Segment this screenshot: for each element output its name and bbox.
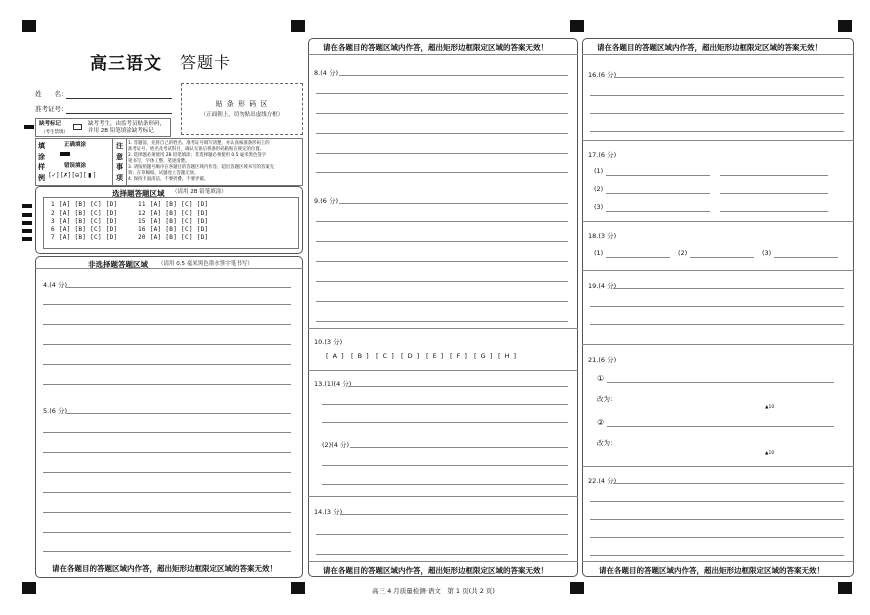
- choice-row-q12[interactable]: 12 [A] [B] [C] [D]: [138, 210, 209, 217]
- choice-row-q1[interactable]: 1 [A] [B] [C] [D]: [51, 201, 118, 208]
- answer-line[interactable]: [316, 321, 568, 322]
- choice-row-q2[interactable]: 2 [A] [B] [C] [D]: [51, 210, 118, 217]
- absent-sub: （考生禁填）: [41, 130, 68, 135]
- answer-line[interactable]: [614, 77, 844, 78]
- q19-label: 19.(4 分): [588, 282, 617, 290]
- warning-text: 请在各题目的答题区域内作答，超出矩形边框限定区域的答案无效！: [599, 566, 824, 575]
- q10-option-f[interactable]: [ F ]: [450, 352, 468, 360]
- answer-line[interactable]: [43, 344, 291, 345]
- q21-label: 21.(6 分): [588, 356, 617, 364]
- ticket-input[interactable]: [66, 113, 172, 114]
- ticket-label: 准考证号：: [35, 105, 68, 113]
- answer-line[interactable]: [43, 492, 291, 493]
- fill-example-side: 填 涂 样 例: [38, 142, 45, 182]
- q17-item-3: (3): [594, 203, 604, 211]
- q10-option-h[interactable]: [ H ]: [498, 352, 518, 360]
- answer-line[interactable]: [43, 452, 291, 453]
- answer-line[interactable]: [316, 534, 568, 535]
- q16-label: 16.(6 分): [588, 71, 617, 79]
- answer-line[interactable]: [340, 514, 568, 515]
- answer-line[interactable]: [774, 257, 838, 258]
- q5-label: 5.(6 分): [43, 407, 67, 415]
- exam-title: 高三语文: [90, 54, 162, 74]
- q18-item-2: (2): [678, 249, 688, 257]
- answer-line[interactable]: [590, 131, 844, 132]
- choice-row-q7[interactable]: 7 [A] [B] [C] [D]: [51, 234, 118, 241]
- q13-2-label: (2)(4 分): [322, 441, 349, 449]
- answer-line[interactable]: [316, 301, 568, 302]
- answer-line[interactable]: [43, 472, 291, 473]
- answer-line[interactable]: [316, 221, 568, 222]
- answer-line[interactable]: [339, 203, 568, 204]
- absent-box: [35, 118, 171, 137]
- answer-line[interactable]: [606, 175, 710, 176]
- answer-line[interactable]: [590, 113, 844, 114]
- q9-label: 9.(6 分): [314, 197, 338, 205]
- answer-line[interactable]: [590, 519, 844, 520]
- name-label: 姓 名：: [35, 90, 68, 98]
- answer-line[interactable]: [43, 532, 291, 533]
- q21-change-2: 改为：: [597, 439, 617, 447]
- barcode-title: 贴 条 形 码 区: [215, 100, 269, 108]
- instructions-box: [35, 138, 303, 186]
- q17-label: 17.(6 分): [588, 151, 617, 159]
- answer-line[interactable]: [43, 512, 291, 513]
- absent-checkbox[interactable]: [73, 124, 82, 130]
- timing-mark: [22, 213, 32, 217]
- choice-row-q16[interactable]: 16 [A] [B] [C] [D]: [138, 226, 209, 233]
- timing-mark: [291, 20, 305, 32]
- answer-line[interactable]: [316, 113, 568, 114]
- q10-option-a[interactable]: [ A ]: [326, 352, 345, 360]
- answer-line[interactable]: [720, 175, 828, 176]
- warning-text: 请在各题目的答题区域内作答，超出矩形边框限定区域的答案无效！: [323, 43, 548, 52]
- timing-mark: [22, 221, 32, 225]
- page-footer: 高三 4 月质量检测·语文 第 1 页(共 2 页): [372, 587, 495, 595]
- name-input[interactable]: [66, 98, 172, 99]
- q10-option-g[interactable]: [ G ]: [474, 352, 494, 360]
- answer-line[interactable]: [720, 211, 828, 212]
- q17-item-2: (2): [594, 185, 604, 193]
- answer-line[interactable]: [348, 386, 568, 387]
- q10-option-e[interactable]: [ E ]: [426, 352, 445, 360]
- answer-line[interactable]: [316, 93, 568, 94]
- q22-label: 22.(4 分): [588, 477, 617, 485]
- timing-mark: [291, 582, 305, 594]
- answer-line[interactable]: [43, 432, 291, 433]
- answer-line[interactable]: [43, 551, 291, 552]
- q21-word-count-1: ▲10: [765, 405, 775, 410]
- timing-mark: [22, 204, 32, 208]
- notes-text: 1. 答题前，先将自己的姓名、准考证号填写清楚，并认真核准条形码上的 准考证号、姓名及考试科目，确认无误后将条形码粘贴在规定的位置。 2. 选择题必须使用 2B 铅笔填涂；非选择题必须使用 0.5 毫米黑色签字 笔书写，字体工整、笔迹清楚。 3. 请按照题号顺序在各题目的答题区域内作答，超出答题区域书写的答案无 效；在草稿纸、试题卷上答题无效。 4. 保持卡面清洁，不要折叠、不要弄破。: [128, 141, 275, 182]
- answer-line[interactable]: [322, 404, 568, 405]
- q10-option-c[interactable]: [ C ]: [376, 352, 395, 360]
- exam-subtitle: 答题卡: [180, 53, 232, 72]
- answer-line[interactable]: [316, 241, 568, 242]
- correct-label: 正确填涂: [64, 142, 87, 148]
- answer-line[interactable]: [613, 288, 844, 289]
- warning-text: 请在各题目的答题区域内作答，超出矩形边框限定区域的答案无效！: [597, 43, 822, 52]
- answer-line[interactable]: [590, 537, 844, 538]
- choice-title: 选择题答题区域: [112, 189, 165, 198]
- wrong-marks: [✓] [✗] [⊖] [ ▮ ]: [49, 172, 96, 179]
- answer-line[interactable]: [43, 384, 291, 385]
- answer-line[interactable]: [316, 133, 568, 134]
- choice-note: （请用 2B 铅笔填涂）: [172, 189, 227, 195]
- timing-mark: [570, 582, 584, 594]
- q14-label: 14.(3 分): [314, 508, 343, 516]
- nonchoice-note: （请用 0.5 毫米黑色墨水签字笔书写）: [158, 261, 253, 267]
- timing-mark: [570, 20, 584, 32]
- answer-line[interactable]: [613, 483, 844, 484]
- answer-line[interactable]: [43, 304, 291, 305]
- answer-line[interactable]: [606, 211, 710, 212]
- q21-change-1: 改为：: [597, 395, 617, 403]
- warning-text: 请在各题目的答题区域内作答，超出矩形边框限定区域的答案无效！: [323, 566, 548, 575]
- timing-mark: [838, 20, 852, 32]
- absent-text-2: 并用 2B 铅笔填涂缺考标记: [88, 128, 154, 134]
- q4-label: 4.(4 分): [43, 281, 67, 289]
- choice-row-q3[interactable]: 3 [A] [B] [C] [D]: [51, 218, 118, 225]
- answer-line[interactable]: [590, 501, 844, 502]
- answer-line[interactable]: [316, 172, 568, 173]
- answer-line[interactable]: [43, 364, 291, 365]
- answer-line[interactable]: [590, 555, 844, 556]
- q18-item-1: (1): [594, 249, 604, 257]
- q21-item-1: ①: [597, 374, 605, 383]
- answer-line[interactable]: [43, 324, 291, 325]
- choice-row-q15[interactable]: 15 [A] [B] [C] [D]: [138, 218, 209, 225]
- absent-text-1: 缺考考生，由监考员贴条形码，: [88, 121, 166, 127]
- answer-line[interactable]: [339, 75, 568, 76]
- barcode-note: （正面朝上，切勿贴出虚线方框）: [200, 112, 284, 118]
- answer-line[interactable]: [316, 261, 568, 262]
- q10-label: 10.(3 分): [314, 338, 343, 346]
- answer-line[interactable]: [322, 465, 568, 466]
- answer-line[interactable]: [66, 413, 291, 414]
- answer-line[interactable]: [606, 257, 670, 258]
- q8-label: 8.(4 分): [314, 69, 338, 77]
- timing-mark: [22, 582, 36, 594]
- nonchoice-title: 非选择题答题区域: [88, 260, 148, 269]
- notes-side: 注 意 事 项: [116, 142, 123, 182]
- timing-mark: [22, 237, 32, 241]
- answer-line[interactable]: [322, 484, 568, 485]
- timing-mark: [22, 229, 32, 233]
- barcode-area: [181, 83, 303, 135]
- q10-option-b[interactable]: [ B ]: [351, 352, 370, 360]
- correct-fill-sample: [60, 152, 70, 156]
- answer-line[interactable]: [316, 281, 568, 282]
- answer-line[interactable]: [322, 422, 568, 423]
- wrong-label: 错误填涂: [64, 163, 87, 169]
- answer-line[interactable]: [720, 193, 828, 194]
- absent-label: 缺考标记: [39, 121, 62, 127]
- answer-line[interactable]: [607, 382, 834, 383]
- answer-line[interactable]: [590, 324, 844, 325]
- answer-line[interactable]: [316, 153, 568, 154]
- q13-1-label: 13.(1)(4 分): [314, 380, 352, 388]
- q21-word-count-2: ▲10: [765, 451, 775, 456]
- choice-row-q11[interactable]: 11 [A] [B] [C] [D]: [138, 201, 209, 208]
- q18-label: 18.(3 分): [588, 232, 617, 240]
- choice-row-q20[interactable]: 20 [A] [B] [C] [D]: [138, 234, 209, 241]
- q18-item-3: (3): [762, 249, 772, 257]
- answer-line[interactable]: [607, 426, 834, 427]
- answer-line[interactable]: [606, 193, 710, 194]
- answer-line[interactable]: [66, 287, 291, 288]
- timing-mark: [838, 582, 852, 594]
- timing-mark: [22, 20, 36, 32]
- q21-item-2: ②: [597, 418, 605, 427]
- answer-line[interactable]: [590, 306, 844, 307]
- timing-mark: [24, 125, 34, 129]
- answer-line[interactable]: [350, 447, 568, 448]
- q10-option-d[interactable]: [ D ]: [401, 352, 421, 360]
- choice-row-q6[interactable]: 6 [A] [B] [C] [D]: [51, 226, 118, 233]
- answer-line[interactable]: [316, 554, 568, 555]
- answer-line[interactable]: [590, 95, 844, 96]
- answer-line[interactable]: [690, 257, 754, 258]
- right-answer-area: [582, 38, 854, 577]
- warning-text: 请在各题目的答题区域内作答，超出矩形边框限定区域的答案无效！: [52, 564, 277, 573]
- q17-item-1: (1): [594, 167, 604, 175]
